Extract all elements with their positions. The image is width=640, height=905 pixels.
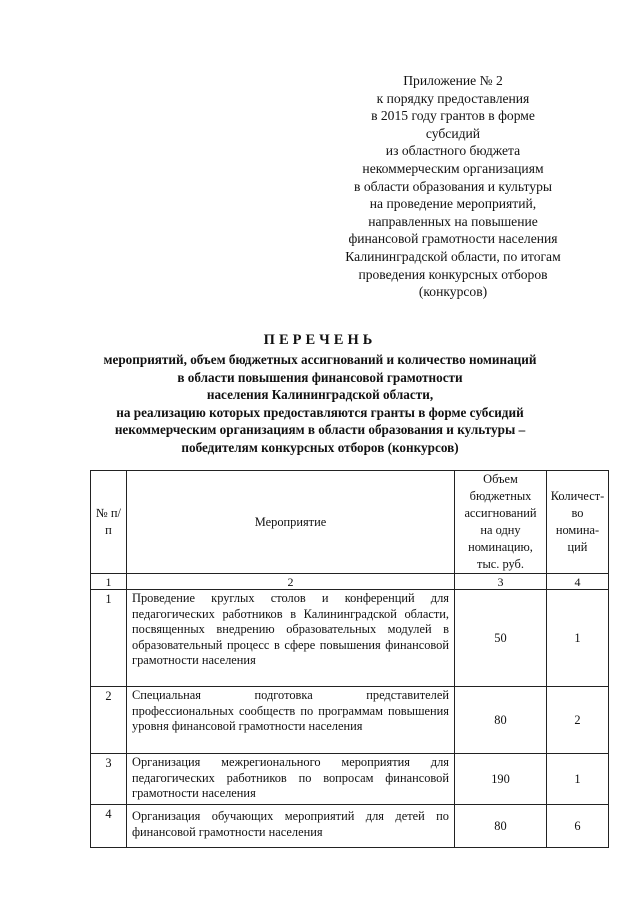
row-amount: 50 — [455, 590, 547, 687]
row-count: 1 — [547, 754, 609, 805]
header-count: Количест-во номина-ций — [547, 471, 609, 574]
column-number: 2 — [127, 574, 455, 590]
appendix-line: (конкурсов) — [418, 284, 488, 300]
row-number: 3 — [91, 754, 127, 805]
document-heading — [40, 330, 600, 457]
row-event: Специальная подготовка представителей профессиональных сообществ по программам повышения уровня финансовой грамотности населения — [127, 687, 455, 754]
table-row — [91, 590, 609, 687]
table-row — [91, 805, 609, 848]
document-title: ПЕРЕЧЕНЬ — [263, 332, 377, 348]
row-event: Проведение круглых столов и конференций для педагогических работников в Калининградской области, посвященных внедрению образовательных модулей в образовательный процесс в сфере повышения финансовой грамотности населения — [127, 590, 455, 687]
appendix-line: Приложение № 2 — [403, 73, 503, 88]
subtitle-line: победителям конкурсных отборов (конкурсов) — [181, 439, 459, 455]
appendix-line: в 2015 году грантов в форме — [371, 108, 535, 124]
appendix-line: проведения конкурсных отборов — [358, 266, 548, 282]
table-row — [91, 754, 609, 805]
appendix-note — [338, 72, 568, 301]
subtitle-line: на реализацию которых предоставляются гранты в форме субсидий — [116, 404, 524, 420]
row-count: 1 — [547, 590, 609, 687]
appendix-line: направленных на повышение — [368, 213, 538, 229]
appendix-line: к порядку предоставления — [376, 90, 530, 106]
row-number: 2 — [91, 687, 127, 754]
row-event: Организация межрегионального мероприятия для педагогических работников по вопросам финансовой грамотности населения — [127, 754, 455, 805]
subtitle-line: мероприятий, объем бюджетных ассигнований и количество номинаций — [103, 352, 537, 367]
table-row — [91, 687, 609, 754]
row-amount: 80 — [455, 687, 547, 754]
document-subtitle — [40, 351, 600, 457]
header-num: № п/п — [91, 471, 127, 574]
subtitle-line: в области повышения финансовой грамотности — [177, 369, 463, 385]
row-event: Организация обучающих мероприятий для детей по финансовой грамотности населения — [127, 805, 455, 848]
appendix-line: субсидий — [425, 125, 481, 141]
appendix-line: в области образования и культуры — [354, 178, 552, 194]
appendix-line: на проведение мероприятий, — [369, 196, 537, 212]
row-count: 6 — [547, 805, 609, 848]
row-count: 2 — [547, 687, 609, 754]
header-amount: Объем бюджетных ассигнований на одну номинацию, тыс. руб. — [455, 471, 547, 574]
appendix-line: финансовой грамотности населения — [348, 231, 558, 247]
column-number-row — [91, 574, 609, 590]
subtitle-line: населения Калининградской области, — [206, 387, 434, 403]
table-header-row — [91, 471, 609, 574]
header-event: Мероприятие — [127, 471, 455, 574]
appendix-line: некоммерческим организациям — [362, 160, 544, 176]
column-number: 3 — [455, 574, 547, 590]
events-table — [90, 470, 609, 848]
row-number: 1 — [91, 590, 127, 687]
column-number: 1 — [91, 574, 127, 590]
appendix-line: Калининградской области, по итогам — [345, 248, 561, 264]
row-amount: 190 — [455, 754, 547, 805]
subtitle-line: некоммерческим организациям в области образования и культуры – — [114, 422, 526, 438]
row-number: 4 — [91, 805, 127, 848]
appendix-line: из областного бюджета — [385, 143, 521, 159]
row-amount: 80 — [455, 805, 547, 848]
column-number: 4 — [547, 574, 609, 590]
